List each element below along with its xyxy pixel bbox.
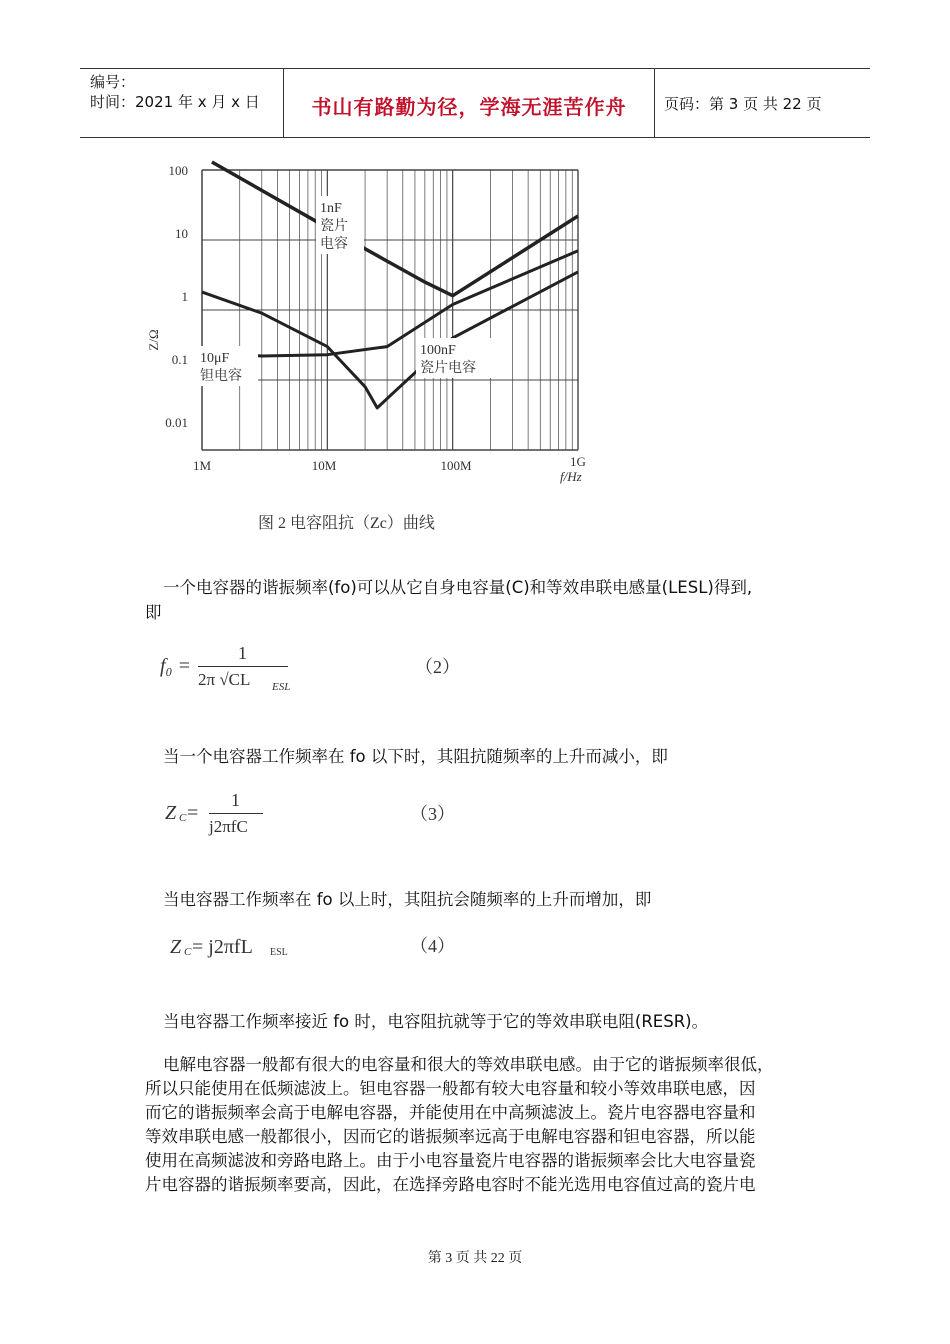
eq3-numerator: 1	[231, 790, 240, 810]
chart-curves	[202, 162, 578, 408]
eq3-equals: =	[187, 802, 199, 824]
curve-10uf-tantalum	[202, 251, 578, 356]
label-100nf-line2: 瓷片电容	[420, 361, 476, 376]
eq2-numerator: 1	[238, 643, 247, 663]
label-100nf: 100nF	[420, 343, 456, 358]
header-page-cell	[655, 69, 870, 137]
header-page-info: 页码：第 3 页 共 22 页	[664, 95, 822, 113]
label-10uf: 10μF	[200, 351, 230, 366]
paragraph-resonance	[145, 576, 805, 600]
chart-grid	[202, 170, 578, 450]
y-axis-label: Z/Ω	[146, 329, 161, 351]
eq4-lhs: Z	[170, 936, 182, 958]
fraction-bar	[198, 666, 288, 667]
paragraph-line: 电解电容器一般都有很大的电容量和很大的等效串联电感。由于它的谐振频率很低，	[163, 1055, 774, 1074]
eq4-lhs-sub: C	[184, 946, 192, 958]
x-tick-label: 1G	[570, 454, 586, 469]
impedance-figure	[140, 150, 610, 545]
label-1nf-line2: 瓷片	[320, 219, 348, 234]
paragraph-line: 等效串联电感一般都很小，因而它的谐振频率远高于电解电容器和钽电容器，所以能	[145, 1127, 756, 1146]
eq4-rhs-sub: ESL	[270, 947, 288, 958]
paragraph-line: 所以只能使用在低频滤波上。钽电容器一般都有较大电容量和较小等效串联电感，因	[145, 1079, 756, 1098]
curve-100nf-ceramic	[202, 272, 578, 408]
page-footer: 第 3 页 共 22 页	[427, 1251, 523, 1266]
equation-2	[160, 645, 460, 705]
eq2-subscript: ESL	[272, 681, 291, 693]
eq3-lhs-sub: C	[179, 812, 187, 824]
doc-number-label: 编号：	[90, 73, 136, 91]
x-unit-label: f/Hz	[560, 469, 582, 484]
paragraph-line: 而它的谐振频率会高于电解电容器，并能使用在中高频滤波上。瓷片电容器电容量和	[145, 1103, 756, 1122]
eq2-denominator: 2π √CL	[198, 670, 251, 689]
eq2-lhs: f₀ =	[160, 655, 192, 677]
figure-caption: 图 2 电容阻抗（Zc）曲线	[258, 515, 435, 532]
y-tick-label: 0.01	[165, 415, 188, 430]
paragraph-capacitor-types	[145, 1053, 805, 1197]
header-meta	[80, 69, 284, 137]
paragraph-line: 使用在高频滤波和旁路电路上。由于小电容量瓷片电容器的谐振频率会比大电容量瓷	[145, 1151, 756, 1170]
header-motto-cell	[284, 69, 655, 137]
paragraph-line: 一个电容器的谐振频率(fo)可以从它自身电容量(C)和等效串联电感量(LESL)得到,	[163, 578, 753, 597]
eq3-lhs: Z	[165, 802, 177, 824]
x-tick-label: 100M	[440, 458, 472, 473]
eq3-denominator: j2πfC	[209, 817, 248, 836]
eq2-number: （2）	[415, 657, 460, 677]
header-motto: 书山有路勤为径，学海无涯苦作舟	[311, 95, 627, 119]
equation-4	[170, 930, 470, 970]
eq4-number: （4）	[410, 936, 455, 956]
equation-3	[165, 790, 465, 850]
document-header	[80, 68, 870, 138]
label-1nf-line3: 电容	[320, 237, 348, 252]
y-tick-label: 1	[181, 289, 188, 304]
y-tick-label: 0.1	[171, 352, 188, 367]
paragraph-above-resonance: 当电容器工作频率在 fo 以上时，其阻抗会随频率的上升而增加，即	[163, 890, 652, 909]
fraction-bar	[209, 813, 263, 814]
paragraph-near-resonance: 当电容器工作频率接近 fo 时，电容阻抗就等于它的等效串联电阻(RESR)。	[163, 1012, 709, 1031]
eq4-rhs: = j2πfL	[192, 936, 253, 958]
label-1nf: 1nF	[320, 201, 342, 216]
impedance-chart	[140, 150, 610, 545]
eq3-number: （3）	[410, 804, 455, 824]
paragraph-line-2: 即	[145, 603, 162, 622]
paragraph-below-resonance: 当一个电容器工作频率在 fo 以下时，其阻抗随频率的上升而减小，即	[163, 747, 668, 766]
x-tick-label: 10M	[311, 458, 337, 473]
paragraph-line: 片电容器的谐振频率要高，因此，在选择旁路电容时不能光选用电容值过高的瓷片电	[145, 1175, 756, 1194]
doc-time-label: 时间：2021 年 x 月 x 日	[90, 93, 260, 111]
x-tick-label: 1M	[192, 458, 212, 473]
label-10uf-line2: 钽电容	[200, 369, 242, 384]
y-tick-label: 100	[168, 163, 188, 178]
y-tick-label: 10	[175, 226, 188, 241]
